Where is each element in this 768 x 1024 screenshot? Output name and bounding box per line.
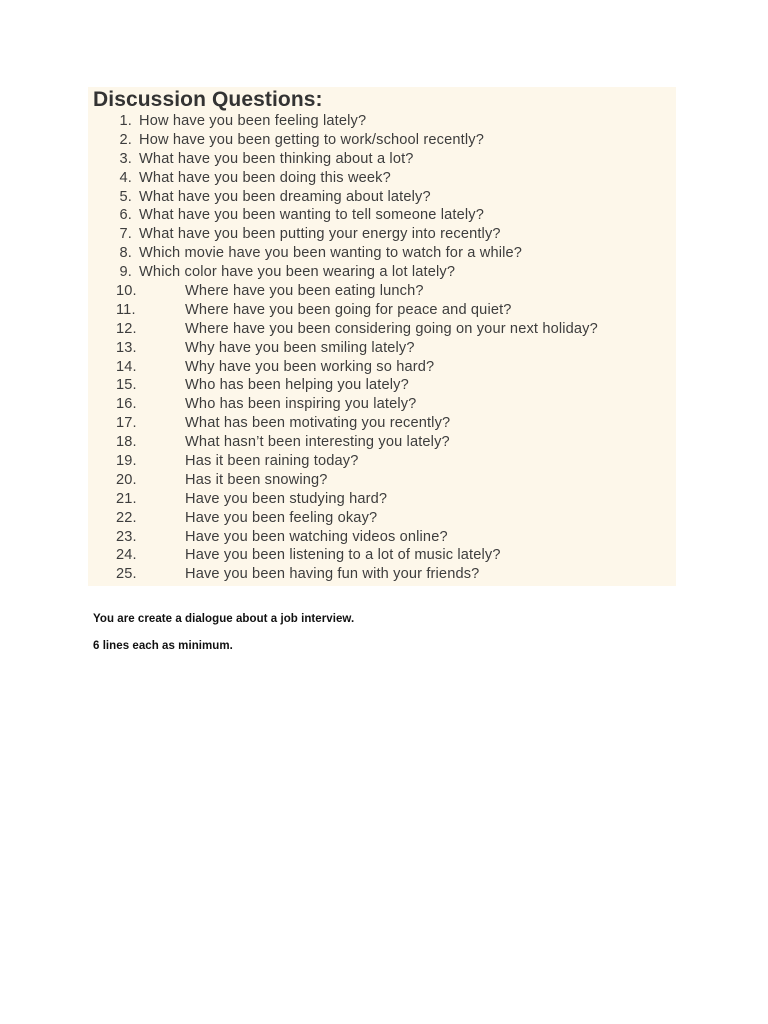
question-text: What have you been wanting to tell someone lately? (139, 207, 484, 224)
question-text: Have you been feeling okay? (185, 509, 378, 526)
instruction-minimum-lines: 6 lines each as minimum. (93, 640, 233, 652)
question-text: How have you been feeling lately? (139, 113, 367, 129)
question-number: 3. (119, 150, 132, 167)
question-item (88, 395, 676, 414)
question-text: What have you been thinking about a lot? (139, 150, 414, 167)
question-item (88, 339, 676, 358)
question-number: 12. (116, 320, 137, 337)
question-number: 2. (119, 131, 132, 148)
question-text: What hasn’t been interesting you lately? (185, 434, 450, 451)
question-text: What have you been putting your energy into recently? (139, 226, 501, 243)
question-text: Where have you been going for peace and quiet? (185, 301, 512, 318)
question-text: Who has been helping you lately? (185, 377, 409, 394)
question-item (88, 169, 676, 188)
question-item (88, 414, 676, 433)
discussion-questions-box (88, 87, 676, 586)
question-item (88, 452, 676, 471)
discussion-questions-title: Discussion Questions: (93, 88, 323, 111)
question-number: 17. (116, 415, 137, 432)
question-item (88, 301, 676, 320)
question-item (88, 471, 676, 490)
question-number: 5. (119, 188, 132, 205)
question-number: 13. (116, 339, 137, 356)
question-text: Have you been having fun with your friends? (185, 566, 480, 583)
question-item (88, 282, 676, 301)
instruction-dialogue: You are create a dialogue about a job interview. (93, 613, 355, 625)
question-text: Which color have you been wearing a lot lately? (139, 264, 456, 281)
question-text: Has it been snowing? (185, 471, 328, 488)
question-text: What have you been dreaming about lately? (139, 188, 431, 205)
question-item (88, 188, 676, 207)
discussion-question-list (88, 112, 676, 584)
question-number: 9. (119, 264, 132, 281)
question-text: How have you been getting to work/school recently? (139, 131, 484, 148)
question-item (88, 565, 676, 584)
question-text: Have you been watching videos online? (185, 528, 448, 545)
question-item (88, 225, 676, 244)
question-item (88, 376, 676, 395)
question-text: Which movie have you been wanting to watch for a while? (139, 245, 523, 262)
question-item (88, 358, 676, 377)
question-item (88, 490, 676, 509)
question-text: Have you been listening to a lot of music lately? (185, 547, 501, 564)
question-text: Why have you been working so hard? (185, 358, 435, 375)
question-text: Where have you been eating lunch? (185, 283, 424, 300)
question-item (88, 320, 676, 339)
question-number: 22. (116, 509, 137, 526)
question-number: 19. (116, 453, 137, 470)
question-text: Why have you been smiling lately? (185, 339, 415, 356)
question-number: 4. (119, 169, 132, 186)
question-number: 15. (116, 377, 137, 394)
question-item (88, 509, 676, 528)
question-number: 6. (119, 207, 132, 224)
question-number: 23. (116, 528, 137, 545)
question-number: 25. (116, 566, 137, 583)
question-text: What have you been doing this week? (139, 169, 391, 186)
question-number: 8. (119, 245, 132, 262)
question-item (88, 206, 676, 225)
question-number: 21. (116, 490, 137, 507)
question-item (88, 528, 676, 547)
question-number: 7. (119, 226, 132, 243)
question-text: Who has been inspiring you lately? (185, 396, 417, 413)
question-item (88, 433, 676, 452)
question-number: 14. (116, 358, 137, 375)
question-text: What has been motivating you recently? (185, 415, 451, 432)
question-item (88, 131, 676, 150)
question-number: 11. (116, 301, 136, 318)
question-number: 20. (116, 471, 137, 488)
question-text: Have you been studying hard? (185, 490, 388, 507)
question-text: Has it been raining today? (185, 453, 359, 470)
question-number: 1. (119, 113, 132, 129)
question-item (88, 546, 676, 565)
question-number: 16. (116, 396, 137, 413)
question-number: 24. (116, 547, 137, 564)
question-item (88, 150, 676, 169)
question-item (88, 112, 676, 131)
question-number: 10. (116, 283, 137, 300)
question-item (88, 263, 676, 282)
question-item (88, 244, 676, 263)
question-number: 18. (116, 434, 137, 451)
question-text: Where have you been considering going on your next holiday? (185, 320, 598, 337)
